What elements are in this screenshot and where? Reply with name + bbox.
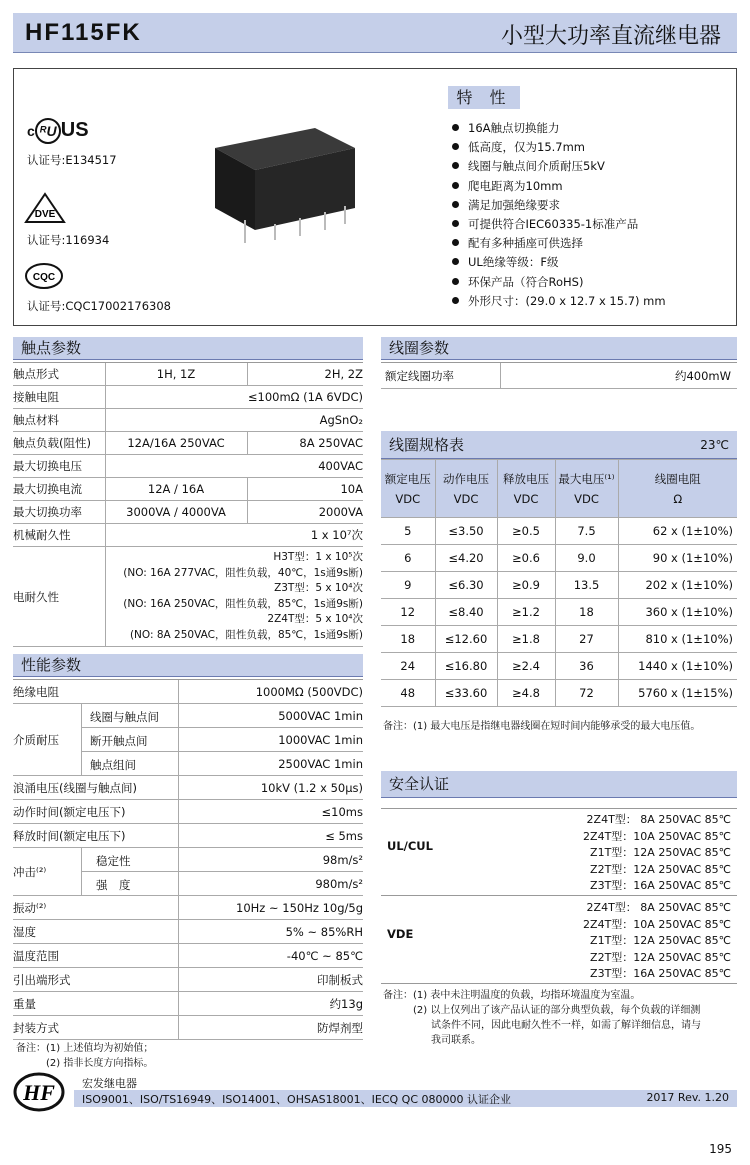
cert-label: UL/CUL	[387, 839, 433, 853]
table-row	[13, 704, 363, 776]
table-row	[13, 848, 363, 896]
table-row: 18 ≤12.60 ≥1.8 27 810 x (1±10%)	[381, 626, 737, 653]
perf-note: 备注：(1) 上述值均为初始值；	[16, 1043, 154, 1054]
table-row: 12 ≤8.40 ≥1.2 18 360 x (1±10%)	[381, 599, 737, 626]
ul-cert-number: 认证号:E134517	[27, 153, 117, 167]
safety-note: 试条件不同，因此电耐久性不一样，如需了解详细信息，请与	[431, 1020, 701, 1031]
footer-bar	[74, 1090, 737, 1107]
cell-value: 3000VA / 4000VA	[126, 505, 226, 519]
row-label: 最大切换功率	[13, 505, 82, 519]
cell-value: 980m/s²	[315, 877, 363, 891]
col-header: 最大电压⁽¹⁾ VDC	[555, 460, 618, 518]
spec-title: 线圈规格表	[389, 436, 465, 454]
cell-value: AgSnO₂	[319, 413, 363, 427]
cert-line: Z1T型：12A 250VAC 85℃	[590, 934, 731, 947]
row-label: 最大切换电流	[13, 482, 82, 496]
endurance-line: (NO: 8A 250VAC，阻性负载，85℃，1s通9s断)	[129, 628, 363, 641]
cell-value: 2H, 2Z	[324, 367, 363, 381]
cell-value: 10kV (1.2 x 50μs)	[260, 780, 363, 795]
table-row: 6 ≤4.20 ≥0.6 9.0 90 x (1±10%)	[381, 545, 737, 572]
feature-item: 16A触点切换能力	[452, 120, 666, 139]
coil-spec-table	[381, 459, 737, 707]
sub-label: 触点组间	[90, 758, 136, 772]
ul-logo: c ᴿU US	[27, 118, 89, 144]
safety-section-title: 安全认证	[381, 771, 737, 798]
table-row	[13, 432, 363, 455]
coil-section-title: 线圈参数	[381, 337, 737, 360]
table-row	[13, 992, 363, 1016]
hongfa-logo	[13, 1072, 65, 1112]
perf-table	[13, 679, 363, 1040]
table-row	[13, 363, 363, 386]
perf-section-title: 性能参数	[13, 654, 363, 677]
contact-table	[13, 362, 363, 647]
table-row: 48 ≤33.60 ≥4.8 72 5760 x (1±15%)	[381, 680, 737, 707]
row-label: 动作时间(额定电压下)	[13, 804, 126, 819]
cell-value: 约13g	[329, 996, 363, 1011]
safety-ul-block	[381, 808, 737, 896]
cell-value: ≤100mΩ (1A 6VDC)	[247, 390, 363, 404]
spec-note: 备注：(1) 最大电压是指继电器线圈在短时间内能够承受的最大电压值。	[383, 721, 701, 732]
feature-item: 可提供符合IEC60335-1标准产品	[452, 216, 666, 235]
svg-text:DVE: DVE	[34, 209, 56, 220]
row-label: 电耐久性	[13, 589, 59, 604]
row-label: 封装方式	[13, 1020, 59, 1035]
row-label: 绝缘电阻	[13, 684, 59, 699]
cert-line: 2Z4T型： 8A 250VAC 85℃	[586, 901, 731, 914]
model-title: HF115FK	[25, 19, 142, 46]
cert-line: Z3T型：16A 250VAC 85℃	[590, 879, 731, 892]
cert-lines	[583, 812, 731, 895]
table-row	[13, 478, 363, 501]
safety-note: 我司联系。	[431, 1035, 481, 1046]
cell-value: 印制板式	[317, 972, 363, 987]
coil-table	[381, 362, 737, 389]
table-row	[13, 409, 363, 432]
cell-value: 1000MΩ (500VDC)	[255, 684, 363, 699]
col-header: 线圈电阻 Ω	[618, 460, 737, 518]
row-label: 触点负载(阻性)	[13, 436, 91, 450]
svg-text:CQC: CQC	[32, 272, 56, 283]
product-title: 小型大功率直流继电器	[500, 24, 721, 49]
cell-value: 1 x 10⁷次	[310, 528, 363, 542]
cell-value: 5000VAC 1min	[278, 709, 363, 723]
cert-lines	[583, 900, 731, 983]
row-label: 引出端形式	[13, 972, 71, 987]
row-label: 触点材料	[13, 413, 59, 427]
feature-item: 满足加强绝缘要求	[452, 197, 666, 216]
page-header	[13, 13, 737, 53]
sub-label: 强 度	[96, 878, 131, 892]
cert-line: Z3T型：16A 250VAC 85℃	[590, 967, 731, 980]
cqc-logo	[24, 262, 64, 290]
feature-item: 线圈与触点间介质耐压5kV	[452, 158, 666, 177]
feature-item: UL绝缘等级：F级	[452, 254, 666, 273]
safety-note: 备注：(1) 表中未注明温度的负载，均指环境温度为室温。	[383, 990, 641, 1001]
page-number: 195	[709, 1142, 732, 1156]
col-header: 额定电压 VDC	[381, 460, 435, 518]
cert-line: Z1T型：12A 250VAC 85℃	[590, 846, 731, 859]
cert-line: Z2T型：12A 250VAC 85℃	[590, 862, 731, 876]
row-label: 机械耐久性	[13, 528, 71, 542]
features-title: 特 性	[448, 86, 520, 109]
cert-label: VDE	[387, 927, 414, 941]
endurance-line: H3T型：1 x 10⁵次	[273, 551, 363, 563]
table-row	[13, 455, 363, 478]
safety-note: (2) 以上仅列出了该产品认证的部分典型负载，每个负载的详细测	[413, 1005, 701, 1016]
feature-item: 环保产品（符合RoHS)	[452, 274, 666, 293]
table-row	[13, 680, 363, 704]
table-row	[13, 1016, 363, 1040]
row-label: 浪涌电压(线圈与触点间)	[13, 780, 137, 795]
cell-value: 约400mW	[674, 368, 731, 383]
endurance-line: 2Z4T型：5 x 10⁴次	[267, 613, 363, 625]
revision: 2017 Rev. 1.20	[646, 1091, 729, 1104]
table-row	[13, 920, 363, 944]
cell-value: 400VAC	[318, 459, 363, 473]
feature-item: 低高度，仅为15.7mm	[452, 139, 666, 158]
cell-value: 10Hz ~ 150Hz 10g/5g	[236, 900, 363, 915]
cell-value: ≤10ms	[321, 804, 363, 819]
table-header	[381, 460, 737, 518]
cell-value: 1H, 1Z	[156, 367, 196, 381]
row-label: 振动⁽²⁾	[13, 900, 47, 915]
cert-line: Z2T型：12A 250VAC 85℃	[590, 950, 731, 964]
row-label: 接触电阻	[13, 390, 59, 404]
row-label: 温度范围	[13, 948, 59, 963]
cell-value: 防焊剂型	[317, 1020, 363, 1035]
safety-vde-block	[381, 896, 737, 984]
row-label: 湿度	[13, 924, 36, 939]
table-row: 5 ≤3.50 ≥0.5 7.5 62 x (1±10%)	[381, 518, 737, 545]
company-name: 宏发继电器	[82, 1077, 137, 1090]
table-row: 24 ≤16.80 ≥2.4 36 1440 x (1±10%)	[381, 653, 737, 680]
cell-value: 12A / 16A	[147, 482, 205, 496]
cell-value: 5% ~ 85%RH	[285, 924, 363, 939]
vde-cert-number: 认证号:116934	[27, 233, 110, 247]
features-list	[452, 120, 666, 312]
table-row	[13, 968, 363, 992]
cqc-cert-number: 认证号:CQC17002176308	[27, 299, 171, 313]
table-row	[13, 524, 363, 547]
row-label: 触点形式	[13, 367, 59, 381]
sub-label: 断开触点间	[90, 734, 148, 748]
table-row	[13, 944, 363, 968]
contact-section-title: 触点参数	[13, 337, 363, 360]
sub-label: 稳定性	[96, 854, 131, 868]
row-label: 释放时间(额定电压下)	[13, 828, 126, 843]
cert-line: 2Z4T型： 8A 250VAC 85℃	[586, 813, 731, 826]
cell-value: 1000VAC 1min	[278, 733, 363, 747]
iso-certifications: ISO9001、ISO/TS16949、ISO14001、OHSAS18001、IECQ QC 080000 认证企业	[82, 1093, 512, 1106]
col-header: 释放电压 VDC	[497, 460, 555, 518]
cell-value: 12A/16A 250VAC	[127, 436, 225, 450]
vde-logo	[24, 192, 66, 224]
table-row	[381, 363, 737, 389]
row-label: 冲击⁽²⁾	[13, 864, 47, 879]
cell-value: 10A	[340, 482, 363, 496]
table-row	[13, 800, 363, 824]
spec-section-title	[381, 431, 737, 459]
col-header: 动作电压 VDC	[435, 460, 497, 518]
cell-value: ≤ 5ms	[325, 828, 363, 843]
table-row	[13, 896, 363, 920]
perf-note: (2) 指非长度方向指标。	[46, 1058, 154, 1069]
table-row	[13, 386, 363, 409]
table-row	[13, 824, 363, 848]
cert-line: 2Z4T型：10A 250VAC 85℃	[583, 917, 731, 931]
cell-value: 2000VA	[318, 505, 363, 519]
cell-value: 2500VAC 1min	[278, 757, 363, 771]
table-row	[13, 501, 363, 524]
table-row	[13, 776, 363, 800]
endurance-line: (NO: 16A 277VAC，阻性负载，40℃，1s通9s断)	[123, 566, 363, 579]
row-label: 额定线圈功率	[385, 368, 454, 383]
row-label: 介质耐压	[13, 732, 59, 747]
spec-temperature: 23℃	[700, 438, 729, 452]
relay-image	[205, 118, 365, 248]
svg-text:HF: HF	[23, 1080, 55, 1105]
endurance-line: Z3T型：5 x 10⁴次	[274, 582, 363, 594]
table-row	[13, 547, 363, 647]
feature-item: 配有多种插座可供选择	[452, 235, 666, 254]
cell-value: 98m/s²	[322, 853, 363, 867]
table-row: 9 ≤6.30 ≥0.9 13.5 202 x (1±10%)	[381, 572, 737, 599]
feature-item: 外形尺寸：(29.0 x 12.7 x 15.7) mm	[452, 293, 666, 312]
row-label: 重量	[13, 996, 36, 1011]
cell-value: 8A 250VAC	[299, 436, 363, 450]
cell-value: -40℃ ~ 85℃	[286, 948, 363, 963]
row-label: 最大切换电压	[13, 459, 82, 473]
electrical-endurance	[123, 550, 363, 643]
endurance-line: (NO: 16A 250VAC，阻性负载，85℃，1s通9s断)	[123, 597, 363, 610]
sub-label: 线圈与触点间	[90, 710, 159, 724]
cert-line: 2Z4T型：10A 250VAC 85℃	[583, 829, 731, 843]
feature-item: 爬电距离为10mm	[452, 178, 666, 197]
